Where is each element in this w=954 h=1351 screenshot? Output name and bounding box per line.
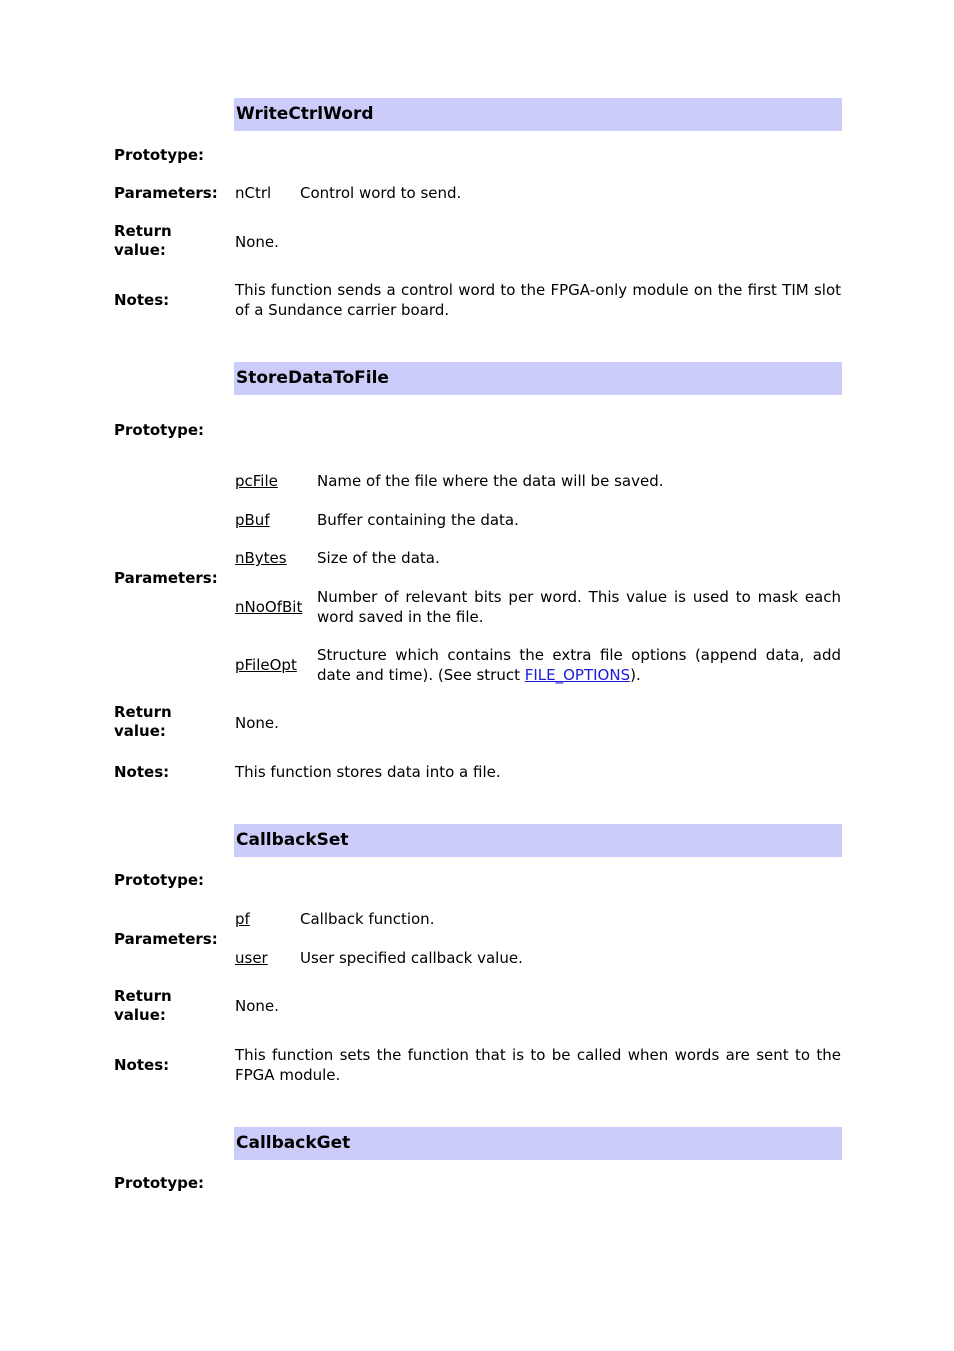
param-name: pcFile [235,472,278,490]
section-title-callbackget: CallbackGet [234,1127,842,1160]
notes-label: Notes: [114,1056,170,1074]
param-name: pf [235,910,250,928]
parameters-label: Parameters: [114,569,218,587]
notes-label: Notes: [114,291,170,309]
param-desc: User specified callback value. [300,949,523,967]
param-desc: Buffer containing the data. [317,511,519,529]
param-desc: Size of the data. [317,549,440,567]
file-options-link[interactable]: FILE_OPTIONS [524,666,631,684]
param-name: nNoOfBit [235,598,303,616]
param-desc: Callback function. [300,910,435,928]
return-value: None. [235,714,279,732]
param-name: user [235,949,268,967]
notes-text: This function stores data into a file. [235,763,501,781]
param-name: nCtrl [235,184,272,202]
prototype-label: Prototype: [114,1174,205,1192]
notes-text: This function sets the function that is to be called when words are sent to the FPGA module. [235,1046,841,1084]
parameters-label: Parameters: [114,930,218,948]
return-label-line2: value: [114,1006,166,1024]
section-title-storedatatofile: StoreDataToFile [234,362,842,395]
return-value: None. [235,233,279,251]
param-desc-text: Structure which contains the extra file options (append data, add date and time). (See struct [317,646,841,684]
param-desc [317,645,841,685]
prototype-label: Prototype: [114,871,205,889]
return-label-line2: value: [114,722,166,740]
return-value: None. [235,997,279,1015]
return-value-label [114,703,172,741]
param-name: pFileOpt [235,656,297,674]
return-value-label [114,987,172,1025]
return-value-label [114,222,172,260]
prototype-label: Prototype: [114,421,205,439]
param-name: nBytes [235,549,287,567]
section-title-writectrlword: WriteCtrlWord [234,98,842,131]
return-label-line1: Return [114,703,172,721]
param-desc: Control word to send. [300,184,462,202]
return-label-line2: value: [114,241,166,259]
parameters-label: Parameters: [114,184,218,202]
return-label-line1: Return [114,222,172,240]
param-name: pBuf [235,511,270,529]
param-desc-text: ). [630,666,641,684]
param-desc: Name of the file where the data will be saved. [317,472,664,490]
param-desc: Number of relevant bits per word. This value is used to mask each word saved in the file. [317,588,841,626]
notes-text: This function sends a control word to the FPGA-only module on the first TIM slot of a Sundance carrier board. [235,281,841,319]
return-label-line1: Return [114,987,172,1005]
notes-label: Notes: [114,763,170,781]
section-title-callbackset: CallbackSet [234,824,842,857]
prototype-label: Prototype: [114,146,205,164]
